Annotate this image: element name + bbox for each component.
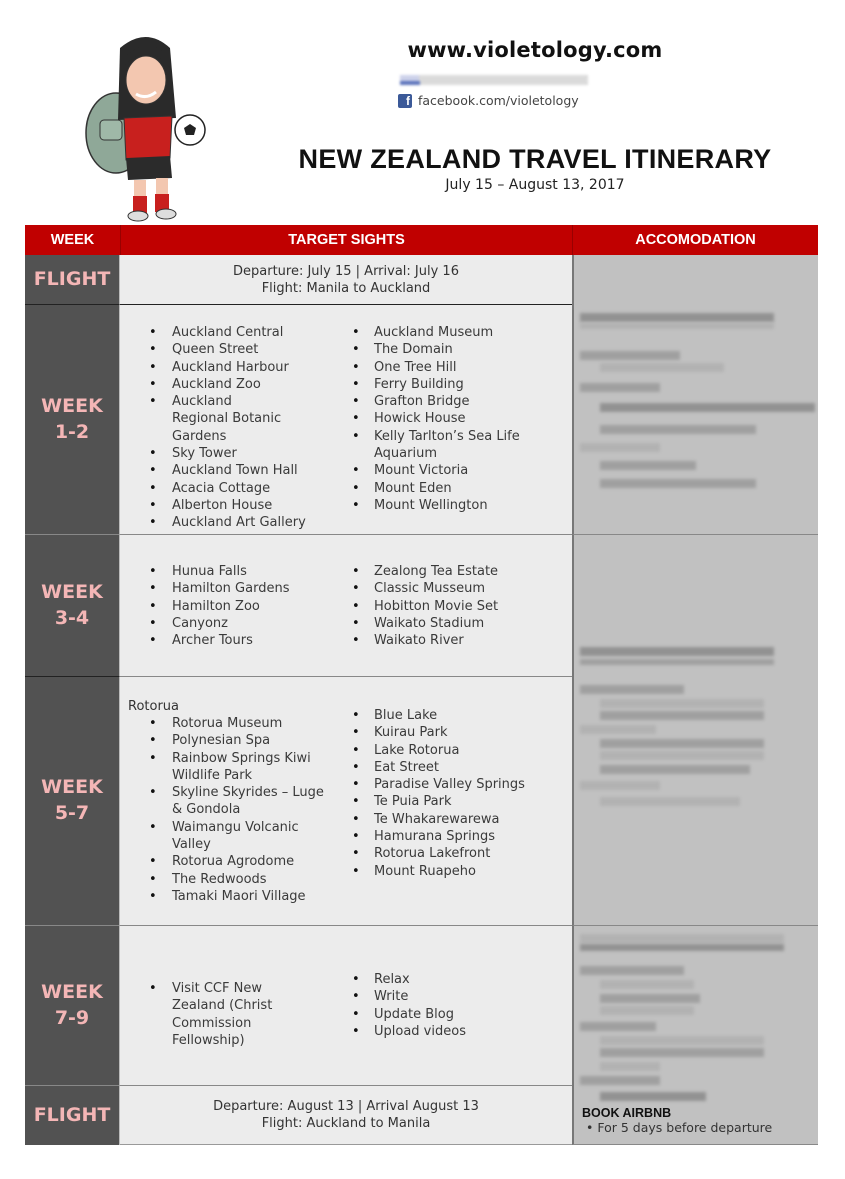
list-item: • Mount Ruapeho (344, 863, 572, 880)
list-item: • Relax (344, 971, 572, 988)
week-label-text: WEEK (41, 580, 103, 603)
list-item: • Hunua Falls (120, 563, 344, 580)
list-item: • Waikato Stadium (344, 615, 572, 632)
redacted-contact-line (400, 75, 588, 85)
list-item: • Kuirau Park (344, 724, 572, 741)
flight-info-departure (120, 255, 572, 305)
facebook-url: facebook.com/violetology (418, 93, 579, 108)
week-label-7-9 (25, 926, 120, 1086)
list-item: • Skyline Skyrides – Luge & Gondola (120, 784, 344, 819)
week-label-3-4 (25, 535, 120, 677)
accommodation-block-final (572, 926, 818, 1145)
week-label-text: WEEK (41, 394, 103, 417)
list-item: • Kelly Tarlton’s Sea Life Aquarium (344, 428, 572, 463)
week-label-1-2 (25, 305, 120, 535)
sights-list-left (120, 980, 344, 1049)
list-item: • Alberton House (120, 497, 344, 514)
list-item: • Auckland Harbour (120, 359, 344, 376)
list-item: • Zealong Tea Estate (344, 563, 572, 580)
flight-line: Departure: July 15 | Arrival: July 16 (233, 263, 459, 279)
list-item: • Howick House (344, 410, 572, 427)
trip-dates: July 15 – August 13, 2017 (445, 177, 625, 193)
flight-info-return (120, 1086, 572, 1145)
sights-list-right (344, 971, 572, 1040)
list-item: • Waimangu Volcanic Valley (120, 819, 344, 854)
facebook-link[interactable] (398, 93, 579, 108)
airbnb-note-text: For 5 days before departure (597, 1120, 773, 1135)
airbnb-heading: BOOK AIRBNB (582, 1106, 672, 1120)
list-item: • Hamilton Gardens (120, 580, 344, 597)
region-heading: Rotorua (128, 699, 180, 714)
list-item: • Classic Musseum (344, 580, 572, 597)
sights-week-7-9 (120, 926, 572, 1086)
list-item: • Archer Tours (120, 632, 344, 649)
flight-line: Flight: Manila to Auckland (261, 280, 431, 296)
list-item: • Visit CCF New Zealand (Christ Commission Fellowship) (120, 980, 344, 1049)
list-item: • Blue Lake (344, 707, 572, 724)
week-range: 3-4 (54, 606, 90, 629)
list-item: • Auckland Town Hall (120, 462, 344, 479)
flight-line: Flight: Auckland to Manila (261, 1116, 431, 1131)
list-item: • Te Whakarewarewa (344, 811, 572, 828)
week-range: 5-7 (54, 802, 90, 824)
list-item: • Write (344, 988, 572, 1005)
list-item: • Rotorua Lakefront (344, 845, 572, 862)
week-label-text: WEEK (41, 776, 103, 799)
traveler-avatar-illustration (78, 28, 208, 223)
sights-week-5-7 (120, 677, 572, 926)
list-item: • Auckland Zoo (120, 376, 344, 393)
column-header-accommodation: ACCOMODATION (572, 225, 818, 255)
list-item: • Mount Eden (344, 480, 572, 497)
list-item: • Mount Victoria (344, 462, 572, 479)
sights-list-left (120, 324, 344, 532)
list-item: • Update Blog (344, 1006, 572, 1023)
sights-list-right (344, 324, 572, 514)
list-item: • Auckland Central (120, 324, 344, 341)
list-item: • Rotorua Museum (120, 715, 344, 732)
list-item: • Auckland Regional Botanic Gardens (120, 393, 344, 445)
accommodation-block-auckland (572, 255, 818, 535)
sights-week-3-4 (120, 535, 572, 677)
list-item: • Upload videos (344, 1023, 572, 1040)
flight-line: Departure: August 13 | Arrival August 13 (213, 1099, 479, 1114)
list-item: • The Domain (344, 341, 572, 358)
list-item: • One Tree Hill (344, 359, 572, 376)
list-item: • Eat Street (344, 759, 572, 776)
sights-list-left (120, 563, 344, 649)
list-item: • Ferry Building (344, 376, 572, 393)
airbnb-note-item: • For 5 days before departure (586, 1120, 773, 1135)
list-item: • Queen Street (120, 341, 344, 358)
list-item: • Sky Tower (120, 445, 344, 462)
week-label-flight-departure (25, 255, 120, 305)
website-url: www.violetology.com (407, 38, 663, 62)
sights-week-1-2 (120, 305, 572, 535)
list-item: • The Redwoods (120, 871, 344, 888)
facebook-icon: f (398, 94, 412, 108)
week-label-text: WEEK (41, 980, 103, 1003)
list-item: • Grafton Bridge (344, 393, 572, 410)
week-label-text: FLIGHT (33, 1103, 111, 1126)
list-item: • Te Puia Park (344, 793, 572, 810)
list-item: • Rotorua Agrodome (120, 853, 344, 870)
week-label-flight-return (25, 1086, 120, 1145)
list-item: • Waikato River (344, 632, 572, 649)
list-item: • Polynesian Spa (120, 732, 344, 749)
list-item: • Canyonz (120, 615, 344, 632)
list-item: • Rainbow Springs Kiwi Wildlife Park (120, 750, 344, 785)
airbnb-note (582, 1106, 772, 1135)
sights-list-right (344, 707, 572, 880)
list-item: • Paradise Valley Springs (344, 776, 572, 793)
list-item: • Acacia Cottage (120, 480, 344, 497)
column-header-target-sights: TARGET SIGHTS (120, 225, 572, 255)
list-item: • Hobitton Movie Set (344, 598, 572, 615)
sights-list-left (120, 715, 344, 905)
list-item: • Tamaki Maori Village (120, 888, 344, 905)
sights-list-right (344, 563, 572, 649)
list-item: • Auckland Museum (344, 324, 572, 341)
week-range: 1-2 (54, 420, 90, 443)
accommodation-block-hamilton-rotorua (572, 535, 818, 926)
list-item: • Hamilton Zoo (120, 598, 344, 615)
list-item: • Lake Rotorua (344, 742, 572, 759)
page-title: NEW ZEALAND TRAVEL ITINERARY (298, 144, 772, 174)
column-header-week: WEEK (25, 225, 120, 255)
list-item: • Mount Wellington (344, 497, 572, 514)
week-label-5-7 (25, 677, 120, 926)
list-item: • Hamurana Springs (344, 828, 572, 845)
list-item: • Auckland Art Gallery (120, 514, 344, 531)
week-label-text: FLIGHT (33, 267, 111, 290)
week-range: 7-9 (54, 1006, 90, 1029)
